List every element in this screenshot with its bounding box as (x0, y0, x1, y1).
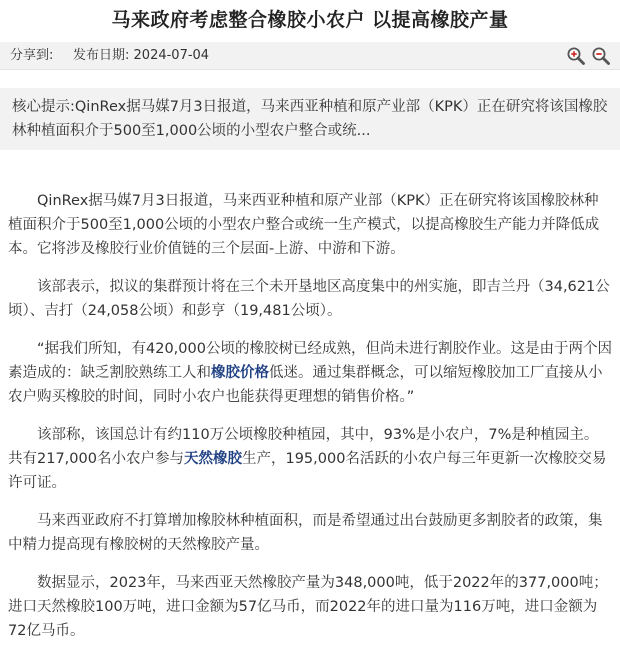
summary-label: 核心提示: (12, 99, 75, 115)
publish-date (73, 47, 209, 65)
article-paragraph-1: QinRex据马媒7月3日报道，马来西亚种植和原产业部（KPK）正在研究将该国橡胶林种植面积介于500至1,000公顷的小型农户整合或统一生产模式，以提高橡胶生产能力并降低成本。它将涉及橡胶行业价值链的三个层面-上游、中游和下游。 (8, 193, 600, 257)
zoom-in-icon (566, 46, 586, 66)
page-title: 马来政府考虑整合橡胶小农户 以提高橡胶产量 (111, 9, 509, 31)
keyword-link-rubber-price[interactable]: 橡胶价格 (211, 365, 269, 381)
paragraph-4-text-a: 该部称，该国总计有约110万公顷橡胶种植园，其中，93%是小农户，7%是种植园主。共有217,000名小农户参与 (8, 427, 599, 467)
summary-text: QinRex据马媒7月3日报道，马来西亚种植和原产业部（KPK）正在研究将该国橡胶林种植面积介于500至1,000公顷的小型农户整合或统... (12, 99, 608, 139)
article-body (8, 189, 612, 657)
article-paragraph-5: 马来西亚政府不打算增加橡胶林种植面积，而是希望通过出台鼓励更多割胶者的政策，集中精力提高现有橡胶树的天然橡胶产量。 (8, 513, 603, 553)
meta-bar (0, 42, 620, 70)
paragraph-4-text-b: 生产，195,000名活跃的小农户每三年更新一次橡胶交易许可证。 (8, 451, 607, 491)
paragraph-3-text-b: 低迷。通过集群概念，可以缩短橡胶加工厂直接从小农户购买橡胶的时间，同时小农户也能获得更理想的销售价格。” (8, 365, 603, 405)
zoom-out-button[interactable] (591, 46, 611, 66)
date-value: 2024-07-04 (133, 48, 210, 63)
article-paragraph-4 (8, 423, 612, 495)
share-label[interactable]: 分享到: (10, 48, 54, 63)
article-paragraph-6: 数据显示，2023年，马来西亚天然橡胶产量为348,000吨，低于2022年的377,000吨；进口天然橡胶100万吨，进口金额为57亿马币，而2022年的进口量为116万吨，进口金额为72亿马币。 (8, 575, 608, 639)
date-label: 发布日期: (73, 48, 130, 63)
summary-box (0, 88, 620, 150)
zoom-out-icon (591, 46, 611, 66)
article-paragraph-2: 该部表示，拟议的集群预计将在三个未开垦地区高度集中的州实施，即吉兰丹（34,621公顷）、吉打（24,058公顷）和彭亨（19,481公顷）。 (8, 279, 610, 319)
keyword-link-natural-rubber[interactable]: 天然橡胶 (183, 451, 242, 467)
article-paragraph-3 (8, 337, 612, 409)
zoom-in-button[interactable] (566, 46, 586, 66)
paragraph-3-text-a: “据我们所知，有420,000公顷的橡胶树已经成熟，但尚未进行割胶作业。这是由于两个因素造成的：缺乏割胶熟练工人和 (8, 341, 612, 381)
